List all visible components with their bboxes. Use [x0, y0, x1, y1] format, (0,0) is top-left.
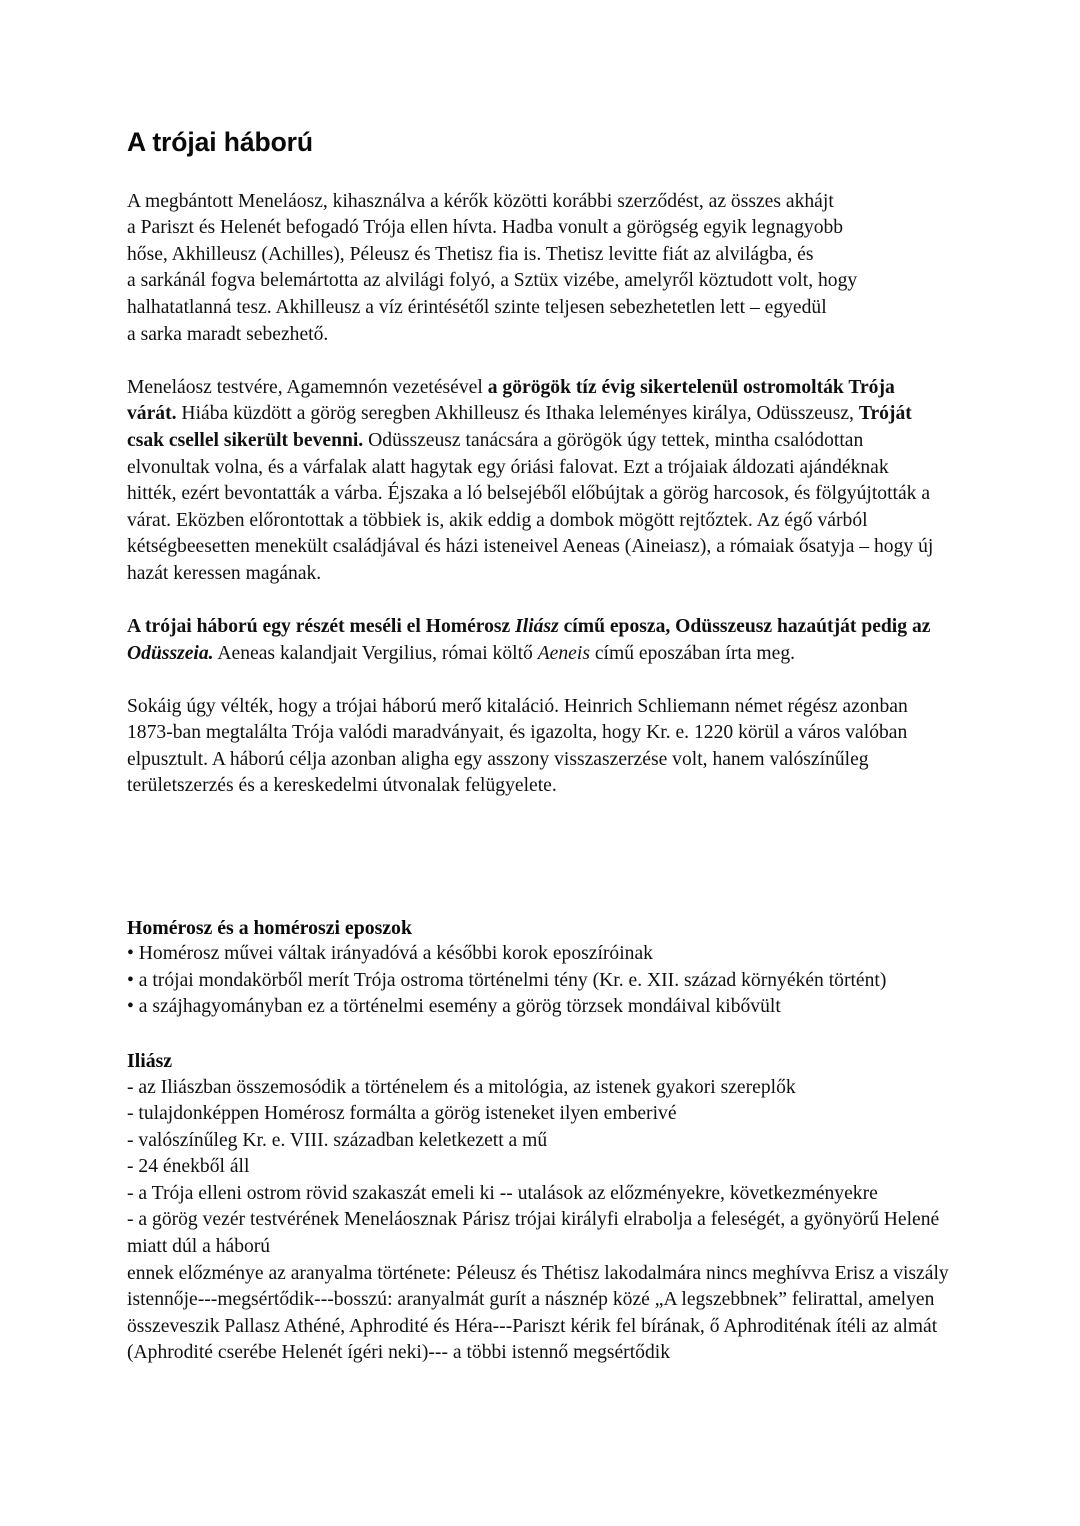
bullet-item: • Homérosz művei váltak irányadóvá a későbbi korok eposzíróinak	[127, 943, 653, 965]
section-iliasz	[127, 1048, 953, 1367]
section-heading: Homérosz és a homéroszi eposzok	[127, 916, 412, 939]
page-title: A trójai háború	[127, 127, 313, 157]
run-bold-italic-iliasz: Iliász	[515, 615, 559, 637]
section-heading: Iliász	[127, 1049, 173, 1072]
run-normal: Hiába küzdött a görög seregben Akhilleusz és Ithaka leleményes királya, Odüsszeusz,	[176, 403, 859, 425]
paragraph-schliemann	[127, 694, 943, 800]
run-normal: Sokáig úgy vélték, hogy a trójai háború merő kitaláció. Heinrich Schliemann német régész azonban 1873-ban megtalálta Trója valódi maradványait, és igazolta, hogy Kr. e. 1220 körül a város valóban elpusztult. A háború célja azonban aligha egy asszony visszaszerzése volt, hanem valószínűleg területszerzés és a kereskedelmi útvonalak felügyelete.	[127, 695, 908, 797]
text-line: A megbántott Meneláosz, kihasználva a kérők közötti korábbi szerződést, az összes akhájt	[127, 190, 834, 212]
run-normal: című eposzában írta meg.	[589, 642, 796, 664]
text-line: halhatatlanná tesz. Akhilleusz a víz érintésétől szinte teljesen sebezhetetlen lett – egyedül	[127, 297, 827, 319]
paragraph-siege	[127, 375, 943, 588]
run-bold: A trójai háború egy részét meséli el Homérosz	[127, 615, 516, 637]
bullet-item: • a szájhagyományban ez a történelmi esemény a görög törzsek mondáival kibővült	[127, 996, 781, 1018]
run-normal: Aeneas kalandjait Vergilius, római költő	[213, 642, 538, 664]
text-line: hőse, Akhilleusz (Achilles), Péleusz és Thetisz fia is. Thetisz levitte fiát az alvilágba, és	[127, 243, 814, 265]
text-line: a Pariszt és Helenét befogadó Trója ellen hívta. Hadba vonult a görögség egyik legnagyobb	[127, 217, 844, 239]
run-bold: című eposza, Odüsszeusz hazaútját pedig az	[558, 615, 931, 637]
dash-item-aranyalma: ennek előzménye az aranyalma története: Péleusz és Thétisz lakodalmára nincs meghívva Erisz a viszály istennője---megsértődik---bosszú: aranyalmát gurít a násznép közé „A legszebbnek” felirattal, amelyen összeveszik Pallasz Athéné, Aphrodité és Héra---Pariszt kérik fel bírának, ő Aphroditénak ítéli az almát (Aphrodité cserébe Helenét ígéri neki)--- a többi istennő megsértődik	[127, 1262, 949, 1364]
section-spacer	[127, 1021, 953, 1048]
run-normal: Meneláosz testvére, Agamemnón vezetésével	[127, 376, 488, 398]
paragraph-epics	[127, 614, 943, 667]
dash-item: - a Trója elleni ostrom rövid szakaszát emeli ki -- utalások az előzményekre, következményekre	[127, 1182, 878, 1204]
text-line: a sarka maradt sebezhető.	[127, 323, 329, 345]
dash-item: - valószínűleg Kr. e. VIII. században keletkezett a mű	[127, 1129, 548, 1151]
run-normal: Odüsszeusz tanácsára a görögök úgy tettek, mintha csalódottan elvonultak volna, és a várfalak alatt hagytak egy óriási falovat. Ezt a trójaiak áldozati ajándéknak hitték, ezért bevontatták a várba. Éjszaka a ló belsejéből előbújtak a görög harcosok, és fölgyújtották a várat. Eközben előrontottak a többiek is, akik eddig a dombok mögött rejtőztek. Az égő várból kétségbeesetten menekült családjával és házi isteneivel Aeneas (Aineiasz), a rómaiak ősatyja – hogy új hazát keressen magának.	[127, 429, 934, 584]
bullet-item: • a trójai mondakörből merít Trója ostroma történelmi tény (Kr. e. XII. század környékén történt)	[127, 969, 887, 991]
paragraph-intro	[127, 189, 943, 349]
run-bold: Tróját csak csellel sikerült bevenni.	[127, 403, 912, 451]
run-italic-aeneis: Aeneis	[537, 642, 590, 664]
dash-item: - 24 énekből áll	[127, 1156, 250, 1178]
section-spacer	[127, 827, 953, 915]
run-bold: a görögök tíz évig sikertelenül ostromolták Trója várát.	[127, 376, 895, 425]
text-line: a sarkánál fogva belemártotta az alvilági folyó, a Sztüx vizébe, amelyről köztudott volt, hogy	[127, 270, 858, 292]
dash-item: - a görög vezér testvérének Meneláosznak Párisz trójai királyfi elrabolja a feleségét, a gyönyörű Helené miatt dúl a háború	[127, 1209, 940, 1258]
dash-item: - tulajdonképpen Homérosz formálta a görög isteneket ilyen emberivé	[127, 1103, 677, 1125]
section-homerosz	[127, 915, 953, 1021]
run-bold-italic-odusszeia: Odüsszeia.	[127, 642, 214, 664]
dash-item: - az Iliászban összemosódik a történelem és a mitológia, az istenek gyakori szereplők	[127, 1076, 796, 1098]
